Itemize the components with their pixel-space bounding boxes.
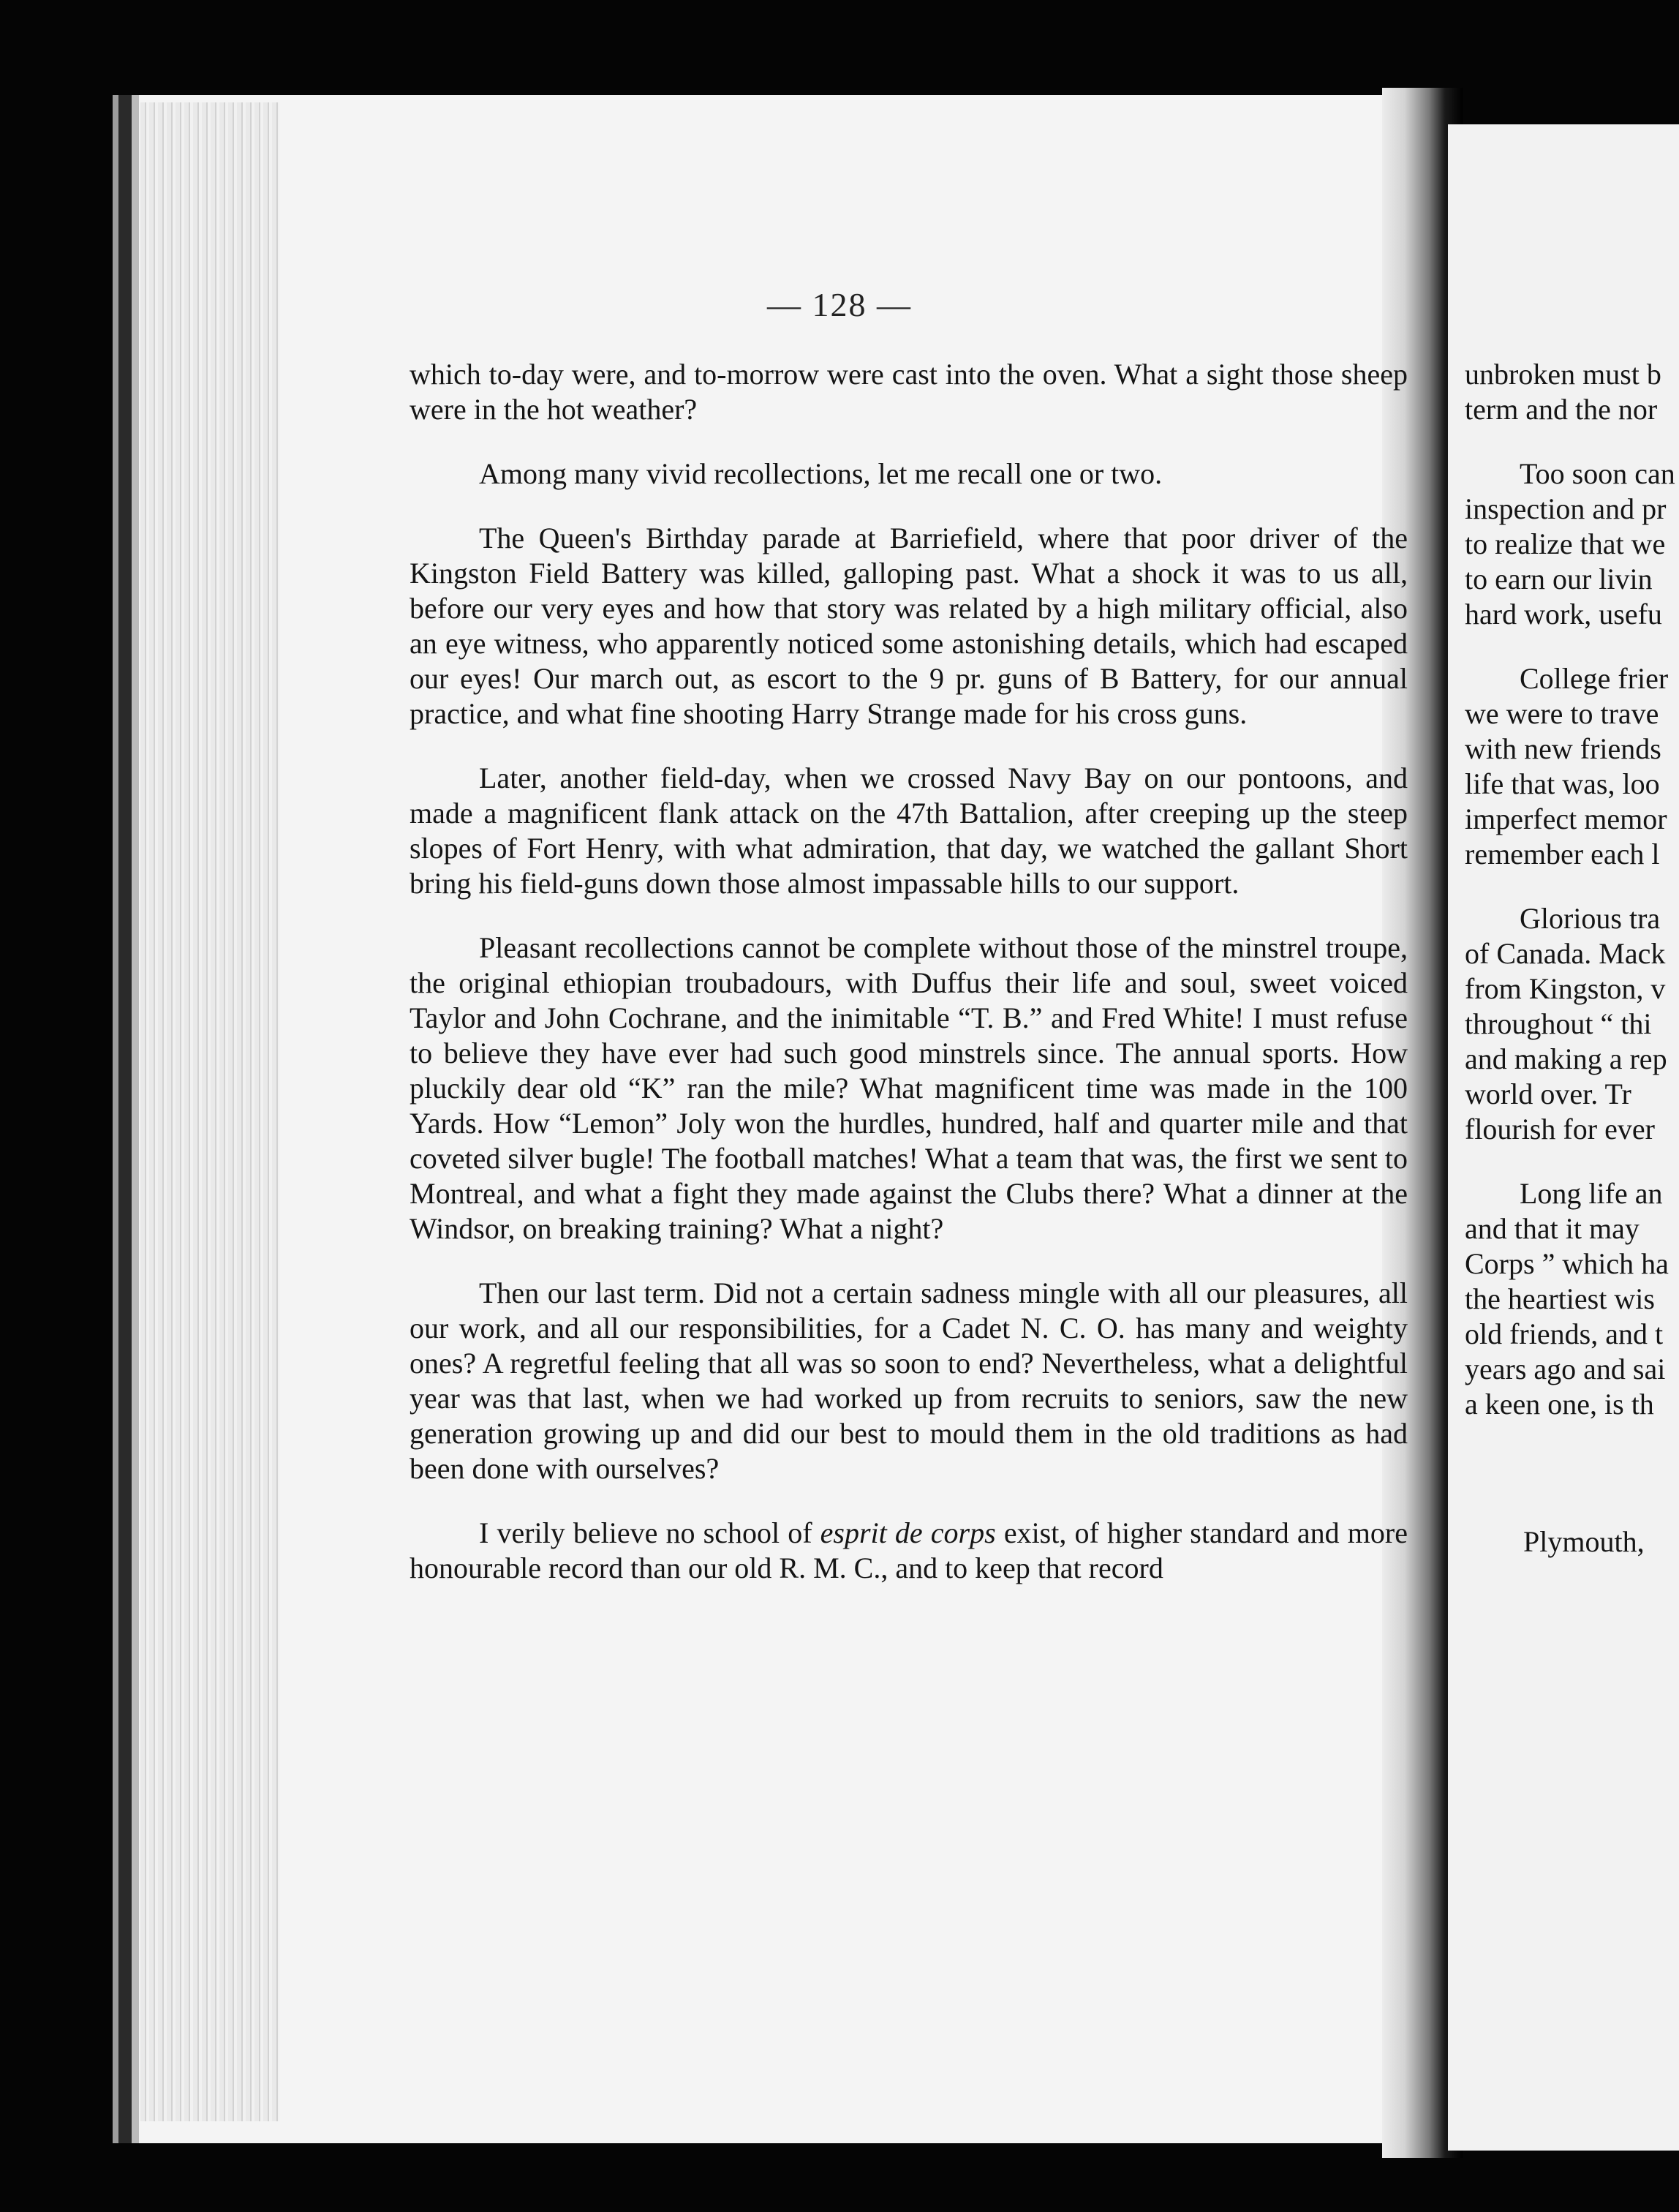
text-line: throughout “ thi <box>1465 1007 1652 1040</box>
text-line: the heartiest wis <box>1465 1282 1655 1315</box>
text-line: years ago and sai <box>1465 1353 1666 1385</box>
text-line: Too soon can <box>1520 457 1675 490</box>
text-line: old friends, and t <box>1465 1317 1664 1350</box>
text-line: and making a rep <box>1465 1042 1667 1075</box>
right-paragraph <box>1465 456 1677 632</box>
text-line: term and the nor <box>1465 393 1658 426</box>
text-line: hard work, usefu <box>1465 598 1662 631</box>
text-line: Long life an <box>1520 1177 1663 1210</box>
paragraph: The Queen's Birthday parade at Barriefield, where that poor driver of the Kingston Field Battery was killed, galloping past. What a shock it was to us all, before our very eyes and how that story was related by a high military official, also an eye witness, who apparently noticed some astonishing details, which had escaped our eyes! Our march out, as escort to the 9 pr. guns of B Battery, for our annual practice, and what fine shooting Harry Strange made for his cross guns. <box>410 522 1408 730</box>
text-line: Glorious tra <box>1520 902 1661 935</box>
paragraph-text: exist, of higher standard and more honourable record than our old R. M. C., and to keep that record <box>410 1516 1408 1584</box>
right-paragraph <box>1465 1176 1677 1422</box>
text-line: imperfect memor <box>1465 802 1667 835</box>
text-line: with new friends <box>1465 732 1661 765</box>
right-paragraph <box>1465 901 1677 1147</box>
text-line: life that was, loo <box>1465 767 1660 800</box>
text-line: Corps ” which ha <box>1465 1247 1669 1280</box>
paragraph-text: I verily believe no school of <box>479 1516 820 1549</box>
text-line: unbroken must b <box>1465 358 1661 391</box>
paragraph: Among many vivid recollections, let me recall one or two. <box>479 457 1163 490</box>
right-paragraph <box>1465 661 1677 872</box>
text-line: from Kingston, v <box>1465 972 1666 1005</box>
text-line: remember each l <box>1465 838 1660 870</box>
italic-phrase: esprit de corps <box>820 1516 996 1549</box>
left-page-text <box>410 357 1408 1615</box>
text-line: inspection and pr <box>1465 492 1667 525</box>
text-line: College frier <box>1520 662 1669 695</box>
text-line: of Canada. Mack <box>1465 937 1666 970</box>
paragraph: Pleasant recollections cannot be complete without those of the minstrel troupe, the original ethiopian troubadours, with Duffus their life and soul, sweet voiced Taylor and John Cochrane, and the inimitable “T. B.” and Fred White! I must refuse to believe they have ever had such good minstrels since. The annual sports. How pluckily dear old “K” ran the mile? What magnificent time was made in the 100 Yards. How “Lemon” Joly won the hurdles, hundred, half and quarter mile and that coveted silver bugle! The football matches! What a team that was, the first we sent to Montreal, and what a fight they made against the Clubs there? What a dinner at the Windsor, on breaking training? What a night? <box>410 931 1408 1245</box>
text-line: and that it may <box>1465 1212 1640 1245</box>
text-line: a keen one, is th <box>1465 1388 1654 1421</box>
paragraph-last <box>410 1516 1408 1586</box>
paragraph: which to-day were, and to-morrow were cast into the oven. What a sight those sheep were in the hot weather? <box>410 358 1408 426</box>
text-line: flourish for ever <box>1465 1113 1655 1146</box>
right-paragraph <box>1465 357 1677 427</box>
paragraph: Later, another field-day, when we crossed Navy Bay on our pontoons, and made a magnificent flank attack on the 47th Battalion, after creeping up the steep slopes of Fort Henry, with what admiration, that day, we watched the gallant Short bring his field-guns down those almost impassable hills to our support. <box>410 761 1408 900</box>
text-line: to earn our livin <box>1465 563 1653 595</box>
page-number: — 128 — <box>767 286 912 323</box>
signature-place: Plymouth, <box>1523 1525 1645 1558</box>
paragraph: Then our last term. Did not a certain sadness mingle with all our pleasures, all our work, and all our responsibilities, for a Cadet N. C. O. has many and weighty ones? A regretful feeling that all was so soon to end? Nevertheless, what a delightful year was that last, when we had worked up from recruits to seniors, saw the new generation growing up and did our best to mould them in the old traditions as had been done with ourselves? <box>410 1276 1408 1485</box>
text-line: we were to trave <box>1465 697 1659 730</box>
text-line: to realize that we <box>1465 527 1666 560</box>
text-line: world over. Tr <box>1465 1077 1631 1110</box>
right-page-text <box>1465 357 1677 1560</box>
page-edges <box>140 102 279 2121</box>
